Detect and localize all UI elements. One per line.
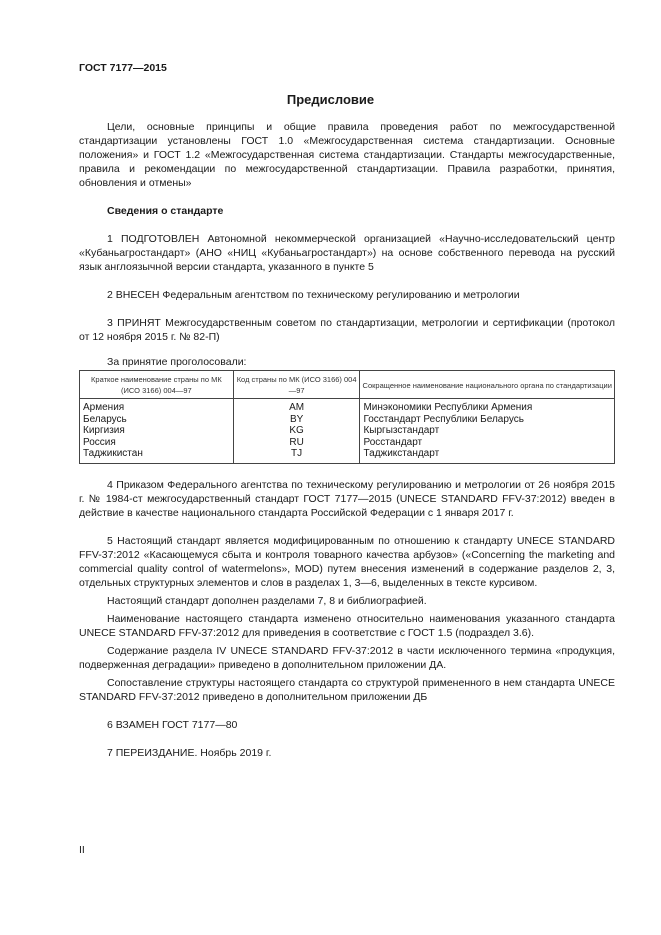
table-row bbox=[80, 448, 615, 463]
header-code: Код страны по МК (ИСО 3166) 004—97 bbox=[233, 371, 360, 399]
item-5-section-iv: Содержание раздела IV UNECE STANDARD FFV-37:2012 в части исключенного термина «продукция, подверженная деградации» приведено в дополнительном приложении ДА. bbox=[79, 644, 615, 671]
country-cell: Армения bbox=[80, 399, 234, 414]
table-row bbox=[80, 399, 615, 414]
item-1: 1 ПОДГОТОВЛЕН Автономной некоммерческой организацией «Научно-исследовательский центр «Кубаньагростандарт» (АНО «НИЦ «Кубаньагростандарт») на основе собственного перевода на русский язык англоязычной версии стандарта, указанного в пункте 5 bbox=[79, 233, 615, 273]
item-3: 3 ПРИНЯТ Межгосударственным советом по стандартизации, метрологии и сертификации (протокол от 12 ноября 2015 г. № 82-П) bbox=[79, 317, 615, 343]
body-cell: Минэкономики Республики Армения bbox=[360, 399, 615, 414]
header-body: Сокращенное наименование национального органа по стандартизации bbox=[360, 371, 615, 399]
header-country: Краткое наименование страны по МК (ИСО 3166) 004—97 bbox=[80, 371, 234, 399]
page-number: II bbox=[79, 844, 85, 856]
item-6: 6 ВЗАМЕН ГОСТ 7177—80 bbox=[107, 718, 238, 731]
section-heading: Сведения о стандарте bbox=[107, 205, 224, 217]
item-4: 4 Приказом Федерального агентства по техническому регулированию и метрологии от 26 ноября 2015 г. № 1984-ст межгосударственный стандарт ГОСТ 7177—2015 (UNECE STANDARD FFV-37:2012) введен в действие в качестве национального стандарта Российской Федерации с 1 января 2017 г. bbox=[79, 478, 615, 519]
item-7: 7 ПЕРЕИЗДАНИЕ. Ноябрь 2019 г. bbox=[107, 746, 272, 759]
body-cell: Госстандарт Республики Беларусь bbox=[360, 414, 615, 426]
table-row bbox=[80, 414, 615, 426]
intro-paragraph: Цели, основные принципы и общие правила проведения работ по межгосударственной стандартизации установлены ГОСТ 1.0 «Межгосударственная система стандартизации. Основные положения» и ГОСТ 1.2 «Межгосударственная система стандартизации. Стандарты межгосударственные, правила и рекомендации по межгосударственной стандартизации. Правила разработки, принятия, обновления и отмены» bbox=[79, 121, 615, 189]
table-row bbox=[80, 437, 615, 449]
body-cell: Кыргызстандарт bbox=[360, 425, 615, 437]
code-cell: RU bbox=[233, 437, 360, 449]
country-cell: Беларусь bbox=[80, 414, 234, 426]
document-body bbox=[79, 120, 615, 760]
item-5: 5 Настоящий стандарт является модифицированным по отношению к стандарту UNECE STANDARD FFV-37:2012 «Касающемуся сбыта и контроля товарного качества арбузов» («Concerning the marketing and commercial quality control of watermelons», MOD) путем внесения изменений в содержание разделов 2, 3, отдельных структурных элементов и слов в разделах 1, 3—6, выделенных в тексте курсивом. bbox=[79, 534, 615, 589]
page-title: Предисловие bbox=[286, 92, 375, 107]
country-cell: Таджикистан bbox=[80, 448, 234, 463]
body-cell: Таджикстандарт bbox=[360, 448, 615, 463]
table-row bbox=[80, 425, 615, 437]
standard-code: ГОСТ 7177—2015 bbox=[79, 62, 167, 74]
voted-label: За принятие проголосовали: bbox=[107, 356, 247, 368]
votes-table bbox=[79, 370, 615, 464]
code-cell: KG bbox=[233, 425, 360, 437]
code-cell: BY bbox=[233, 414, 360, 426]
country-cell: Россия bbox=[80, 437, 234, 449]
code-cell: TJ bbox=[233, 448, 360, 463]
item-2: 2 ВНЕСЕН Федеральным агентством по техническому регулированию и метрологии bbox=[107, 289, 520, 301]
body-cell: Росстандарт bbox=[360, 437, 615, 449]
country-cell: Киргизия bbox=[80, 425, 234, 437]
item-5-supplement: Настоящий стандарт дополнен разделами 7, 8 и библиографией. bbox=[107, 594, 427, 607]
item-5-name-change: Наименование настоящего стандарта изменено относительно наименования указанного стандарта UNECE STANDARD FFV-37:2012 для приведения в соответствие с ГОСТ 1.5 (подраздел 3.6). bbox=[79, 612, 615, 639]
item-5-structure: Сопоставление структуры настоящего стандарта со структурой примененного в нем стандарта UNECE STANDARD FFV-37:2012 приведено в дополнительном приложении ДБ bbox=[79, 676, 615, 703]
code-cell: AM bbox=[233, 399, 360, 414]
votes-table-header bbox=[80, 371, 615, 399]
